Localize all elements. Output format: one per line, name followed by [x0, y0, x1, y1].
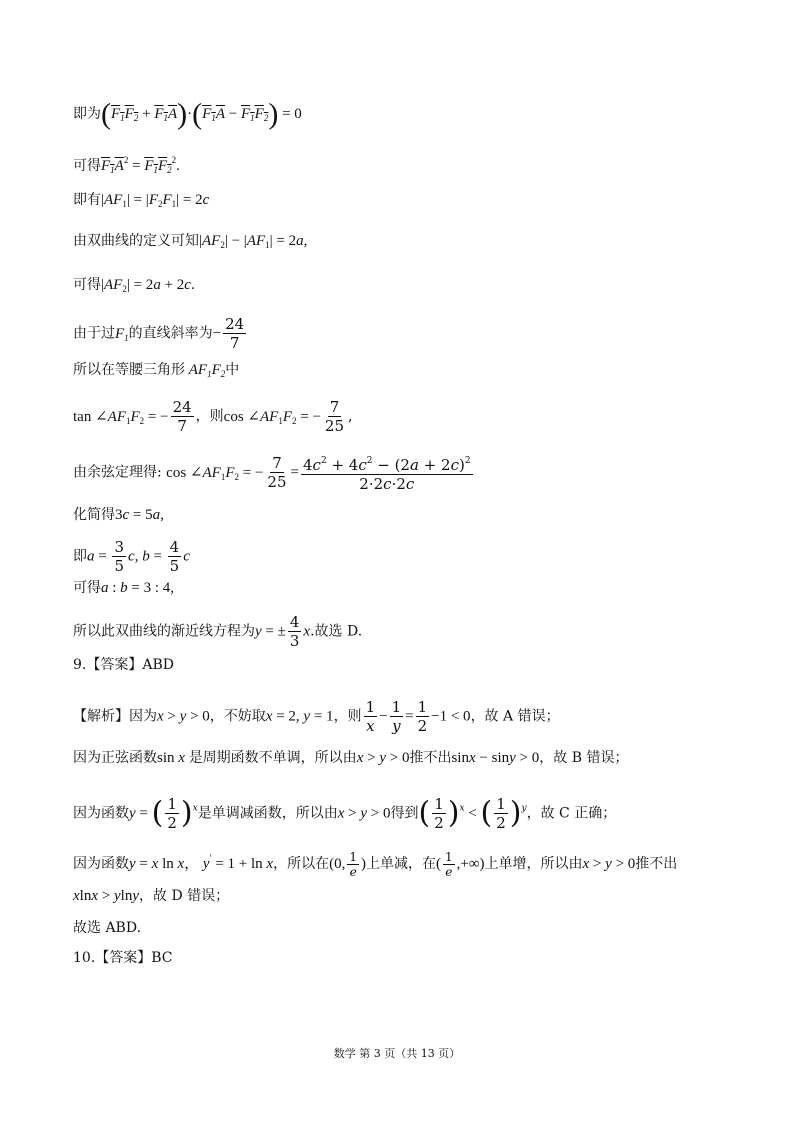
equation-line-definition: 由双曲线的定义可知$|AF_2| - |AF_1| = 2a$,: [73, 233, 308, 250]
page-footer: 数学 第 3 页（共 13 页）: [333, 1047, 461, 1060]
equation-line-af1: 即有$|AF_1| = |F_2F_1| = 2c$: [73, 192, 210, 209]
equation-line-ratio: 可得a : b = 3 : 4,: [73, 580, 175, 596]
analysis-line-b: 因为正弦函数sin x 是周期函数不单调，所以由x > y > 0推不出sinx − siny > 0，故 B 错误；: [73, 750, 629, 766]
equation-line-tan-cos: $\tan \angle AF_1F_2$ = − $\frac{24}{7}$ ，则$\cos \angle AF_1F_2$ = − $\frac{7}{25}$ ,: [73, 398, 353, 435]
equation-line-slope: 由于过$F_1$的直线斜率为− $\frac{24}{7}$: [73, 315, 245, 352]
equation-line-cosine-law: 由余弦定理得: $\cos \angle AF_1F_2$ = − $\frac{7}{25}$ = $\frac{4c^2 + 4c^2 - (2a + 2c)^2}{2\cdot 2c\cdot 2c}$: [73, 454, 471, 493]
equation-line-squares: 可得$F_1A^2 = F_1F_2^2$.: [73, 155, 180, 175]
analysis-line-c: 因为函数y = ( $\frac{1}{2}$ )$^x$是单调减函数，所以由x > y > 0得到( $\frac{1}{2}$ )$^x$ < ( $\frac{1}{2}$ )$^y$，故 C 正确；: [73, 795, 617, 832]
equation-line-ab: 即a = $\frac{3}{5}$ c, b = $\frac{4}{5}$ c: [73, 538, 190, 575]
analysis-line-d: 因为函数y = x ln x， y′ = 1 + ln x，所以在(0, $\frac{1}{e}$ )上单减，在( $\frac{1}{e}$ ,+∞)上单增，所以由x > y > 0推不出: [73, 849, 678, 879]
equation-line-af2: 可得$|AF_2| = 2a + 2c$.: [73, 277, 195, 294]
analysis-line-e: xlnx > ylny，故 D 错误；: [73, 888, 230, 904]
analysis-line-a: 【解析】因为x > y > 0，不妨取x = 2, y = 1，则 $\frac{1}{x}$ − $\frac{1}{y}$ = $\frac{1}{2}$ −1 < 0，故 A 错误；: [73, 698, 560, 735]
answer-q10: 10.【答案】BC: [73, 950, 173, 966]
equation-line-asymptote: 所以此双曲线的渐近线方程为y = ± $\frac{4}{3}$ x.故选 D.: [73, 613, 363, 650]
answer-q9: 9.【答案】ABD: [73, 657, 174, 673]
text-line-triangle: 所以在等腰三角形 $AF_1F_2$中: [73, 362, 240, 379]
equation-line-dot-product: 即为$(F_1F_2 + F_1A)\cdot(F_1A - F_1F_2) = 0$: [73, 97, 302, 131]
conclusion-line: 故选 ABD.: [73, 920, 142, 936]
equation-line-simplify: 化简得3c = 5a,: [73, 507, 164, 523]
